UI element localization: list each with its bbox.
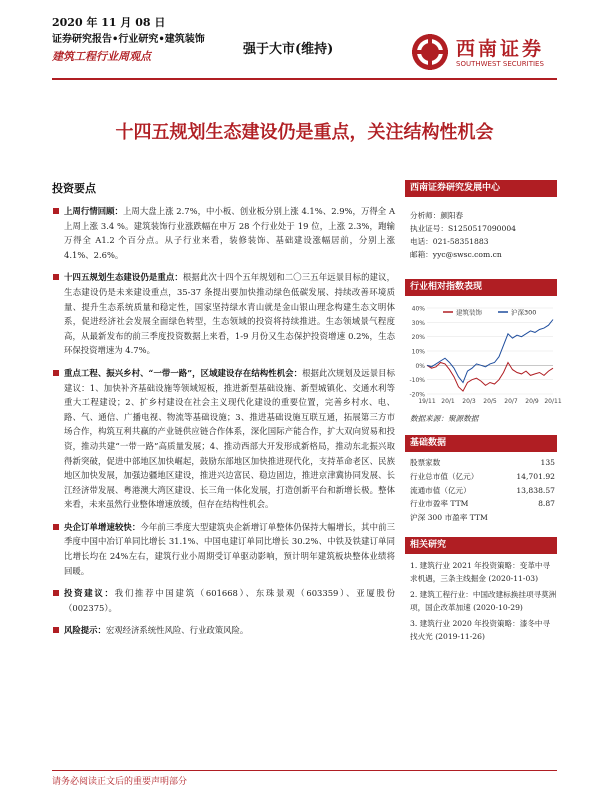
- basics-table: [405, 456, 557, 525]
- summary-risk: [52, 623, 395, 638]
- x-tick-label: 20/5: [483, 398, 497, 405]
- y-tick-label: -10%: [409, 377, 425, 385]
- basics-label: 股票家数: [410, 458, 441, 467]
- bullet-body: 上周大盘上涨 2.7%，中小板、创业板分别上涨 4.1%、2.9%，万得全 A 上周上涨 3.4 %。建筑装饰行业涨跌幅在申万 28 个行业处于 19 位，上涨 2.3%，跑输万得全 A1.2 个百分点。从子行业来看，装修装饰、基础建设涨幅居前，分别上涨 4.1%、2.6%。: [64, 206, 395, 260]
- basics-row: [405, 456, 557, 470]
- investment-summary: [52, 180, 395, 638]
- y-tick-labels: [409, 306, 425, 399]
- related-heading: 相关研究: [405, 537, 557, 554]
- summary-heading: 投资要点: [52, 182, 96, 195]
- gridlines: [427, 308, 553, 394]
- related-item-date: (2019-11-26): [435, 631, 485, 641]
- basics-value: 8.87: [538, 499, 555, 509]
- basics-heading: 基础数据: [405, 435, 557, 452]
- y-tick-label: -20%: [409, 391, 425, 399]
- x-tick-label: 20/11: [544, 398, 562, 405]
- report-series: 建筑工程行业周观点: [52, 50, 151, 63]
- bullet-body: 宏观经济系统性风险、行业政策风险。: [105, 625, 249, 636]
- bullet-lead: 央企订单增速较快：: [64, 521, 141, 532]
- chart-heading: 行业相对指数表现: [405, 279, 557, 296]
- basics-label: 流通市值（亿元）: [410, 485, 471, 495]
- report-type: 证券研究报告•行业研究•建筑装饰: [52, 34, 205, 45]
- bullet-icon: [53, 590, 59, 596]
- bullet-icon: [53, 274, 59, 280]
- related-item[interactable]: [405, 618, 557, 643]
- related-item-title: 2. 建筑工程行业：中国改建标换挂项寻莫洲项，国企改革加速: [410, 590, 557, 612]
- x-tick-label: 20/7: [504, 398, 518, 405]
- summary-regional: [52, 366, 395, 512]
- basics-row: [405, 484, 557, 498]
- related-item[interactable]: [405, 560, 557, 585]
- basics-row: [405, 470, 557, 484]
- legend-label: 建筑装饰: [456, 308, 482, 317]
- company-logo: [410, 32, 570, 76]
- bullet-lead: 上周行情回顾：: [64, 206, 123, 216]
- series-line-construction: [427, 363, 553, 392]
- report-title: 十四五规划生态建设仍是重点，关注结构性机会: [115, 122, 494, 143]
- email-address: 邮箱：yyc@swsc.com.cn: [410, 250, 502, 259]
- license-number: 执业证号：S1250517090004: [410, 224, 516, 233]
- logo-name: 西南证券: [456, 38, 545, 60]
- summary-advice: [52, 586, 395, 615]
- footer-divider: [52, 770, 557, 771]
- chart-legend: [443, 308, 536, 317]
- y-tick-label: 0%: [415, 362, 425, 370]
- chart-source: 数据来源：聚源数据: [410, 414, 479, 423]
- x-tick-label: 20/1: [441, 398, 455, 405]
- basics-row: [405, 511, 557, 525]
- bullet-icon: [53, 524, 59, 530]
- bullet-lead: 重点工程、振兴乡村、“一带一路”，区域建设存在结构性机会：: [64, 367, 303, 378]
- related-item-title: 3. 建筑行业 2020 年投资策略：漆冬中寻找火光: [410, 619, 551, 641]
- phone-number: 电话：021-58351883: [410, 237, 489, 246]
- basics-value: 13,838.57: [516, 485, 555, 495]
- summary-ecology: [52, 270, 395, 358]
- footer-disclaimer: 请务必阅读正文后的重要声明部分: [52, 777, 188, 787]
- bullet-body: 我们推荐中国建筑（601668）、东珠景观（603359）、亚厦股份（002375）。: [64, 588, 395, 613]
- summary-market-review: [52, 204, 395, 262]
- related-item-date: (2020-11-03): [488, 573, 539, 583]
- x-tick-label: 20/9: [525, 398, 539, 405]
- bullet-icon: [53, 208, 59, 214]
- x-tick-label: 20/3: [462, 398, 476, 405]
- basics-value: 14,701.92: [516, 471, 555, 481]
- sidebar: [405, 180, 562, 648]
- related-research-list: [405, 560, 557, 644]
- bullet-body: 根据此次十四个五年规划和二〇三五年远景目标的建议，生态建设仍是未来建设重点，35-37 条提出要加快推动绿色低碳发展、持续改善环境质量、提升生态系统质量和稳定性，国家坚持绿水青山就是金山银山理念构建生态文明体系，促进经济社会发展全面绿色转型，生态领域的投资将持续推进。生态领域景气程度高，从最新发布的前三季度投资数据上来看，1-9 月份又生态保护投资增速 0.2%，生态环保投资增速为 4.7%。: [64, 272, 396, 356]
- relative-index-chart: [405, 300, 562, 410]
- team-heading: 西南证券研究发展中心: [405, 180, 557, 197]
- y-tick-label: 10%: [411, 348, 425, 356]
- related-item-date: (2020-10-29): [473, 602, 523, 612]
- related-item-title: 1. 建筑行业 2021 年投资策略：变革中寻求机遇，三条主线掘金: [410, 560, 551, 583]
- bullet-icon: [53, 370, 59, 376]
- y-tick-label: 30%: [411, 319, 425, 327]
- bullet-body: 根据此次规划及远景目标建议：1、加快补齐基础设施等领域短板，推进新型基础设施、新型城镇化、交通水利等重大工程建设；2、扩乡村建设在社会主义现代化建设的重要位置，完善乡村水、电、路、气、通信、广播电视、物流等基础设施；3、推进基础设施互联互通，拓展第三方市场合作，构筑互利共赢的产业链供应链合作体系，深化国际产能合作，扩大双向贸易和投资，推动共建“一带一路”高质量发展；4、推动西部大开发形成新格局，推动东北振兴取得新突破，促进中部地区加快崛起，鼓励东部地区加快推进现代化，支持革命老区、民族地区加快发展，加强边疆地区建设，推进兴边富民、稳边固边，推进京津冀协同发展、长江经济带发展、粤港澳大湾区建设、长三角一体化发展，打造创新平台和新增长极。整体来看，未来虽然行业整体增速放缓，但存在结构性机会。: [64, 367, 395, 510]
- logo-english-name: SOUTHWEST SECURITIES: [456, 60, 544, 68]
- related-item[interactable]: [405, 589, 557, 614]
- analyst-name: 分析师：颜阳春: [410, 211, 464, 220]
- legend-label: 沪深300: [511, 308, 537, 317]
- bullet-lead: 风险提示：: [64, 625, 106, 636]
- x-tick-labels: [418, 398, 561, 405]
- bullet-lead: 投资建议：: [64, 588, 115, 599]
- basics-label: 行业总市值（亿元）: [410, 471, 479, 481]
- basics-value: 135: [540, 458, 555, 467]
- y-tick-label: 20%: [411, 334, 425, 342]
- y-tick-label: 40%: [411, 305, 425, 313]
- header-divider: [52, 78, 557, 80]
- basics-row: [405, 497, 557, 511]
- basics-label: 行业市盈率 TTM: [410, 499, 469, 509]
- bullet-icon: [53, 627, 59, 633]
- bullet-body: 今年前三季度大型建筑央企新增订单整体仍保持大幅增长，其中前三季度中国中冶订单同比增长 31.1%、中国电建订单同比增长 30.2%、中铁及铁建订单同比增长均在 24%左右，建筑行业小周期受订单驱动影响，预计明年建筑板块整体业绩将回暖。: [64, 521, 396, 576]
- rating: 强于大市(维持): [243, 42, 334, 57]
- series-lines: [427, 320, 553, 392]
- logo-emblem-icon: [410, 32, 450, 72]
- bullet-lead: 十四五规划生态建设仍是重点：: [64, 272, 183, 283]
- summary-orders: [52, 520, 395, 578]
- x-tick-label: 19/11: [418, 398, 436, 405]
- basics-label: 沪深 300 市盈率 TTM: [410, 513, 488, 523]
- report-date: 2020 年 11 月 08 日: [52, 16, 166, 29]
